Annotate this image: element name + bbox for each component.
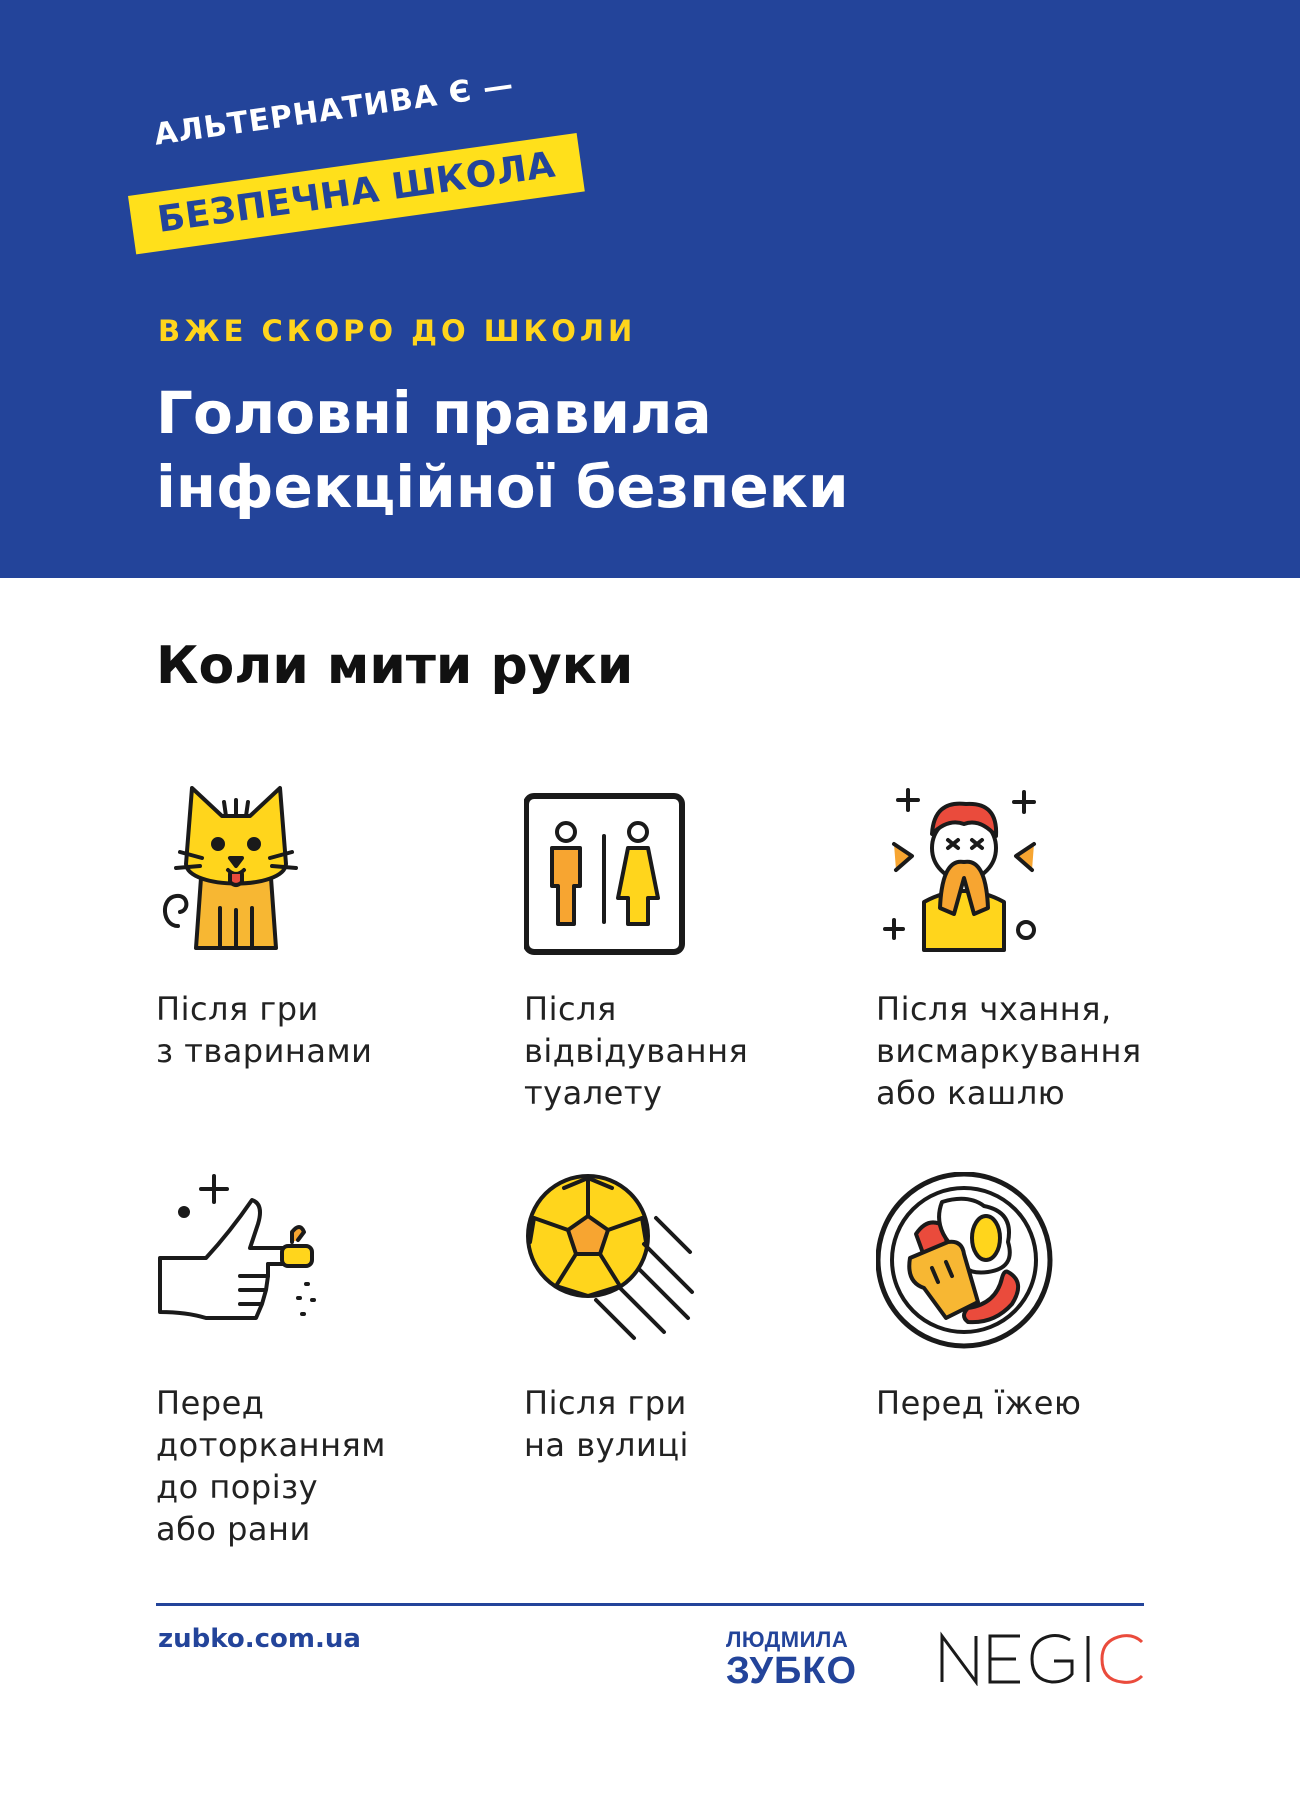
page-title-line-1: Головні правила [156, 379, 712, 447]
candidate-logo [726, 1628, 857, 1690]
header-banner [0, 0, 1300, 578]
sneezing-person-icon [876, 778, 1056, 958]
food-plate-icon [876, 1172, 1056, 1352]
kicker-text: ВЖЕ СКОРО ДО ШКОЛИ [158, 314, 637, 348]
rule-label: Після чхання, висмаркування або кашлю [876, 990, 1142, 1112]
rule-label: Перед їжею [876, 1384, 1082, 1422]
page-title [156, 376, 1156, 524]
badge-line-2: БЕЗПЕЧНА ШКОЛА [128, 133, 585, 255]
rule-label: Після відвідування туалету [524, 990, 749, 1112]
footer-divider [156, 1603, 1144, 1606]
rule-label: Після гри з тваринами [156, 990, 373, 1070]
rule-label: Перед доторканням до порізу або рани [156, 1384, 386, 1548]
candidate-logo-line-1: ЛЮДМИЛА [726, 1627, 849, 1652]
negic-logo [938, 1630, 1148, 1686]
toilet-sign-icon [524, 778, 704, 958]
page-title-line-2: інфекційної безпеки [156, 453, 849, 521]
candidate-logo-line-2: ЗУБКО [726, 1650, 858, 1692]
cat-icon [156, 778, 336, 958]
bandaged-hand-icon [156, 1172, 336, 1352]
badge-line-1: АЛЬТЕРНАТИВА Є — [152, 67, 517, 153]
website-link[interactable]: zubko.com.ua [158, 1624, 361, 1654]
rule-label: Після гри на вулиці [524, 1384, 689, 1464]
section-title: Коли мити руки [156, 636, 634, 696]
soccer-ball-icon [524, 1172, 704, 1352]
